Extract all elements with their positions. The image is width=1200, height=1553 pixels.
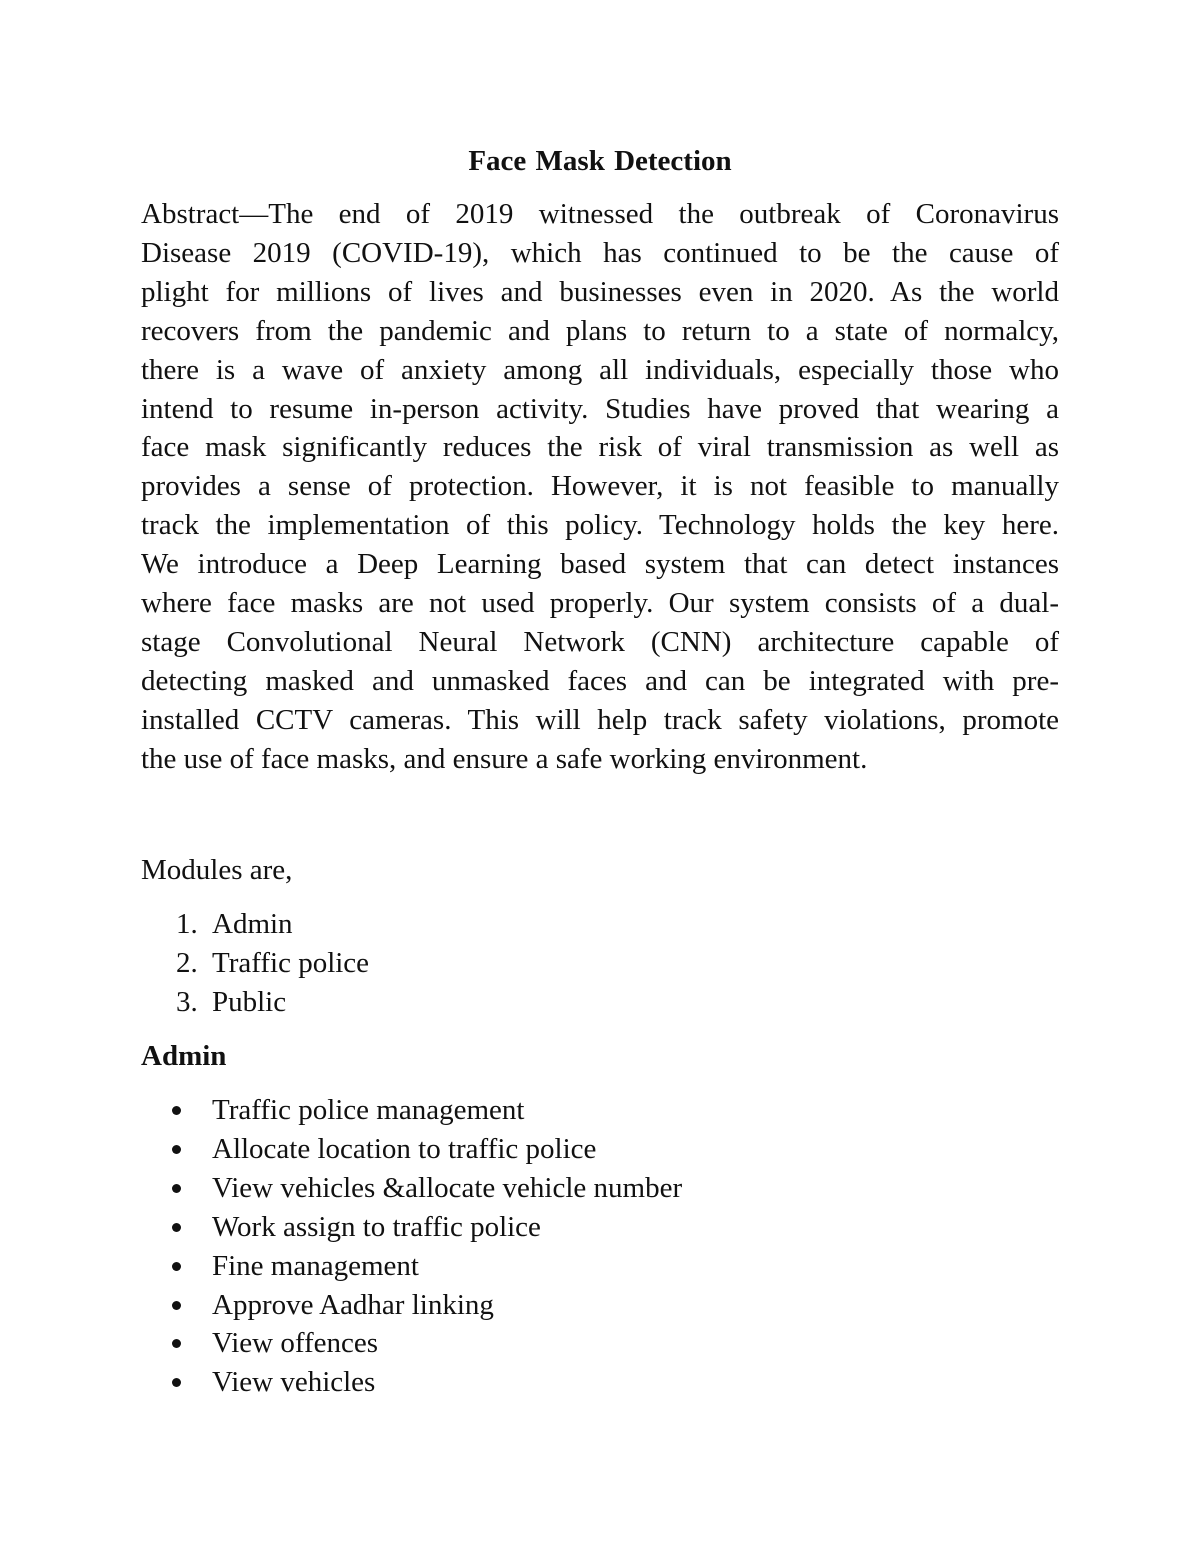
admin-section-heading: Admin xyxy=(141,1040,227,1072)
list-item-text: View offences xyxy=(212,1327,379,1360)
abstract-line: recovers from the pandemic and plans to return to a state of normalcy, xyxy=(141,314,1059,347)
abstract-line: the use of face masks, and ensure a safe working environment. xyxy=(141,742,868,775)
module-label: Traffic police xyxy=(212,947,370,979)
bullet-icon xyxy=(172,1145,181,1154)
module-label: Public xyxy=(212,986,287,1018)
list-item-text: Approve Aadhar linking xyxy=(212,1288,494,1321)
admin-features-list xyxy=(141,1091,682,1402)
list-item-text: View vehicles xyxy=(212,1366,376,1399)
list-item xyxy=(141,1363,682,1402)
module-item-public xyxy=(141,983,369,1022)
list-number: 2. xyxy=(176,947,198,979)
bullet-icon xyxy=(172,1184,181,1193)
module-label: Admin xyxy=(212,908,293,940)
list-item xyxy=(141,1286,682,1325)
bullet-icon xyxy=(172,1339,181,1348)
list-item-text: View vehicles &allocate vehicle number xyxy=(212,1171,683,1204)
abstract-line: Disease 2019 (COVID-19), which has continued to be the cause of xyxy=(141,236,1059,269)
list-item-text: Allocate location to traffic police xyxy=(212,1132,597,1165)
list-item xyxy=(141,1169,682,1208)
bullet-icon xyxy=(172,1378,181,1387)
bullet-icon xyxy=(172,1106,181,1115)
list-item-text: Fine management xyxy=(212,1249,419,1282)
list-item-text: Work assign to traffic police xyxy=(212,1210,541,1243)
module-item-admin xyxy=(141,905,369,944)
abstract-paragraph xyxy=(141,195,1059,779)
list-item xyxy=(141,1130,682,1169)
abstract-line: Abstract—The end of 2019 witnessed the outbreak of Coronavirus xyxy=(141,198,1059,230)
module-item-traffic-police xyxy=(141,944,369,983)
list-number: 3. xyxy=(176,986,198,1018)
bullet-icon xyxy=(172,1262,181,1271)
list-item xyxy=(141,1208,682,1247)
document-title: Face Mask Detection xyxy=(468,145,732,177)
bullet-icon xyxy=(172,1223,181,1232)
abstract-line: detecting masked and unmasked faces and can be integrated with pre- xyxy=(141,664,1059,697)
abstract-line: intend to resume in-person activity. Studies have proved that wearing a xyxy=(141,392,1059,425)
abstract-line: We introduce a Deep Learning based system that can detect instances xyxy=(141,548,1059,581)
abstract-line: installed CCTV cameras. This will help track safety violations, promote xyxy=(141,703,1059,736)
list-number: 1. xyxy=(176,908,198,940)
abstract-line: plight for millions of lives and businesses even in 2020. As the world xyxy=(141,275,1059,308)
list-item xyxy=(141,1324,682,1363)
bullet-icon xyxy=(172,1301,181,1310)
abstract-line: track the implementation of this policy. Technology holds the key here. xyxy=(141,509,1059,542)
abstract-line: where face masks are not used properly. Our system consists of a dual- xyxy=(141,587,1059,620)
modules-list xyxy=(141,905,369,1022)
abstract-line: provides a sense of protection. However, it is not feasible to manually xyxy=(141,470,1059,503)
modules-intro: Modules are, xyxy=(141,854,293,886)
list-item xyxy=(141,1247,682,1286)
list-item-text: Traffic police management xyxy=(212,1094,525,1126)
abstract-line: stage Convolutional Neural Network (CNN) architecture capable of xyxy=(141,625,1059,658)
abstract-line: face mask significantly reduces the risk of viral transmission as well as xyxy=(141,431,1059,464)
abstract-line: there is a wave of anxiety among all individuals, especially those who xyxy=(141,353,1059,386)
list-item xyxy=(141,1091,682,1130)
